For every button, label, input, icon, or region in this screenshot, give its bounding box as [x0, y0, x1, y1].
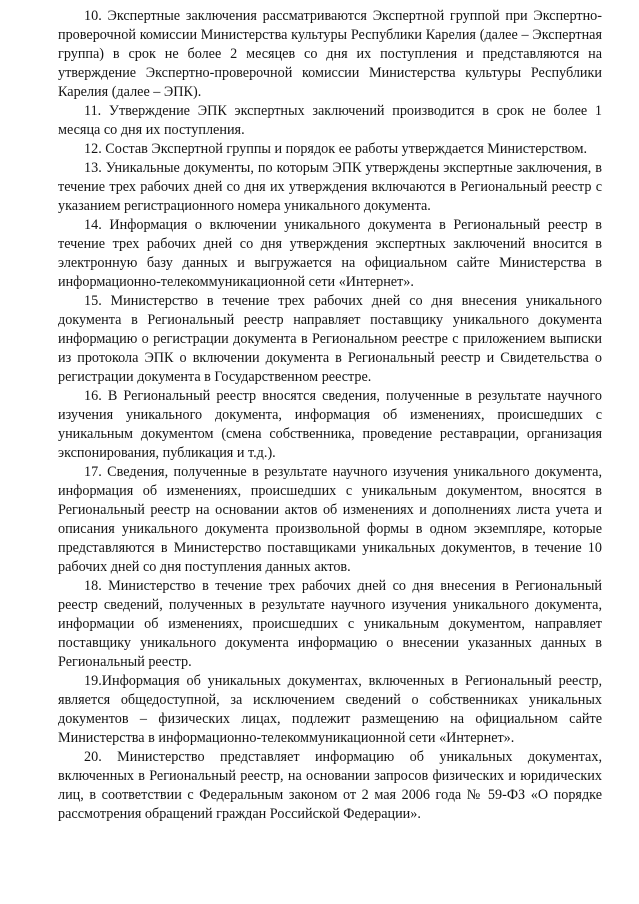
document-body — [58, 7, 602, 824]
paragraph-17: 17. Сведения, полученные в результате научного изучения уникального документа, информация об изменениях, происшедших с уникальным документом, вносятся в Региональный реестр на основании актов об изменениях и дополнениях листа учета и описания уникального документа произвольной формы в одном экземпляре, которые представляются в Министерство поставщиками уникальных документов, в течение 10 рабочих дней со дня поступления данных актов. — [58, 464, 602, 575]
paragraph-10: 10. Экспертные заключения рассматриваются Экспертной группой при Экспертно-проверочной комиссии Министерства культуры Республики Карелия (далее – Экспертная группа) в срок не более 2 месяцев со дня их поступления и представляются на утверждение Экспертно-проверочной комиссии Министерства культуры Республики Карелия (далее – ЭПК). — [58, 8, 602, 100]
paragraph-12: 12. Состав Экспертной группы и порядок ее работы утверждается Министерством. — [84, 141, 588, 157]
paragraph-19: 19.Информация об уникальных документах, включенных в Региональный реестр, является общедоступной, за исключением сведений о собственниках уникальных документов – физических лицах, подлежит размещению на официальном сайте Министерства в информационно-телекоммуникационной сети «Интернет». — [58, 673, 602, 746]
paragraph-20: 20. Министерство представляет информацию об уникальных документах, включенных в Региональный реестр, на основании запросов физических и юридических лиц, в соответствии с Федеральным законом от 2 мая 2006 года № 59-ФЗ «О порядке рассмотрения обращений граждан Российской Федерации». — [58, 749, 602, 822]
paragraph-16: 16. В Региональный реестр вносятся сведения, полученные в результате научного изучения уникального документа, информация об изменениях, происшедших с уникальным документом (смена собственника, проведение реставрации, организация экспонирования, публикация и т.д.). — [58, 388, 602, 461]
paragraph-15: 15. Министерство в течение трех рабочих дней со дня внесения уникального документа в Региональный реестр направляет поставщику уникального документа информацию о регистрации документа в Региональном реестре с приложением выписки из протокола ЭПК о включении документа в Региональный реестр и Свидетельства о регистрации документа в Государственном реестре. — [58, 293, 602, 385]
paragraph-11: 11. Утверждение ЭПК экспертных заключений производится в срок не более 1 месяца со дня их поступления. — [58, 103, 602, 138]
paragraph-18: 18. Министерство в течение трех рабочих дней со дня внесения в Региональный реестр сведений, полученных в результате научного изучения уникального документа, информации об изменениях, происшедших с уникальным документом, направляет поставщику уникального документа информацию о внесении указанных данных в Региональный реестр. — [58, 578, 602, 670]
paragraph-13: 13. Уникальные документы, по которым ЭПК утверждены экспертные заключения, в течение трех рабочих дней со дня их утверждения включаются в Региональный реестр с указанием регистрационного номера уникального документа. — [58, 160, 602, 214]
paragraph-14: 14. Информация о включении уникального документа в Региональный реестр в течение трех рабочих дней со дня утверждения экспертных заключений вносится в электронную базу данных и выгружается на официальном сайте Министерства в информационно-телекоммуникационной сети «Интернет». — [58, 217, 602, 290]
